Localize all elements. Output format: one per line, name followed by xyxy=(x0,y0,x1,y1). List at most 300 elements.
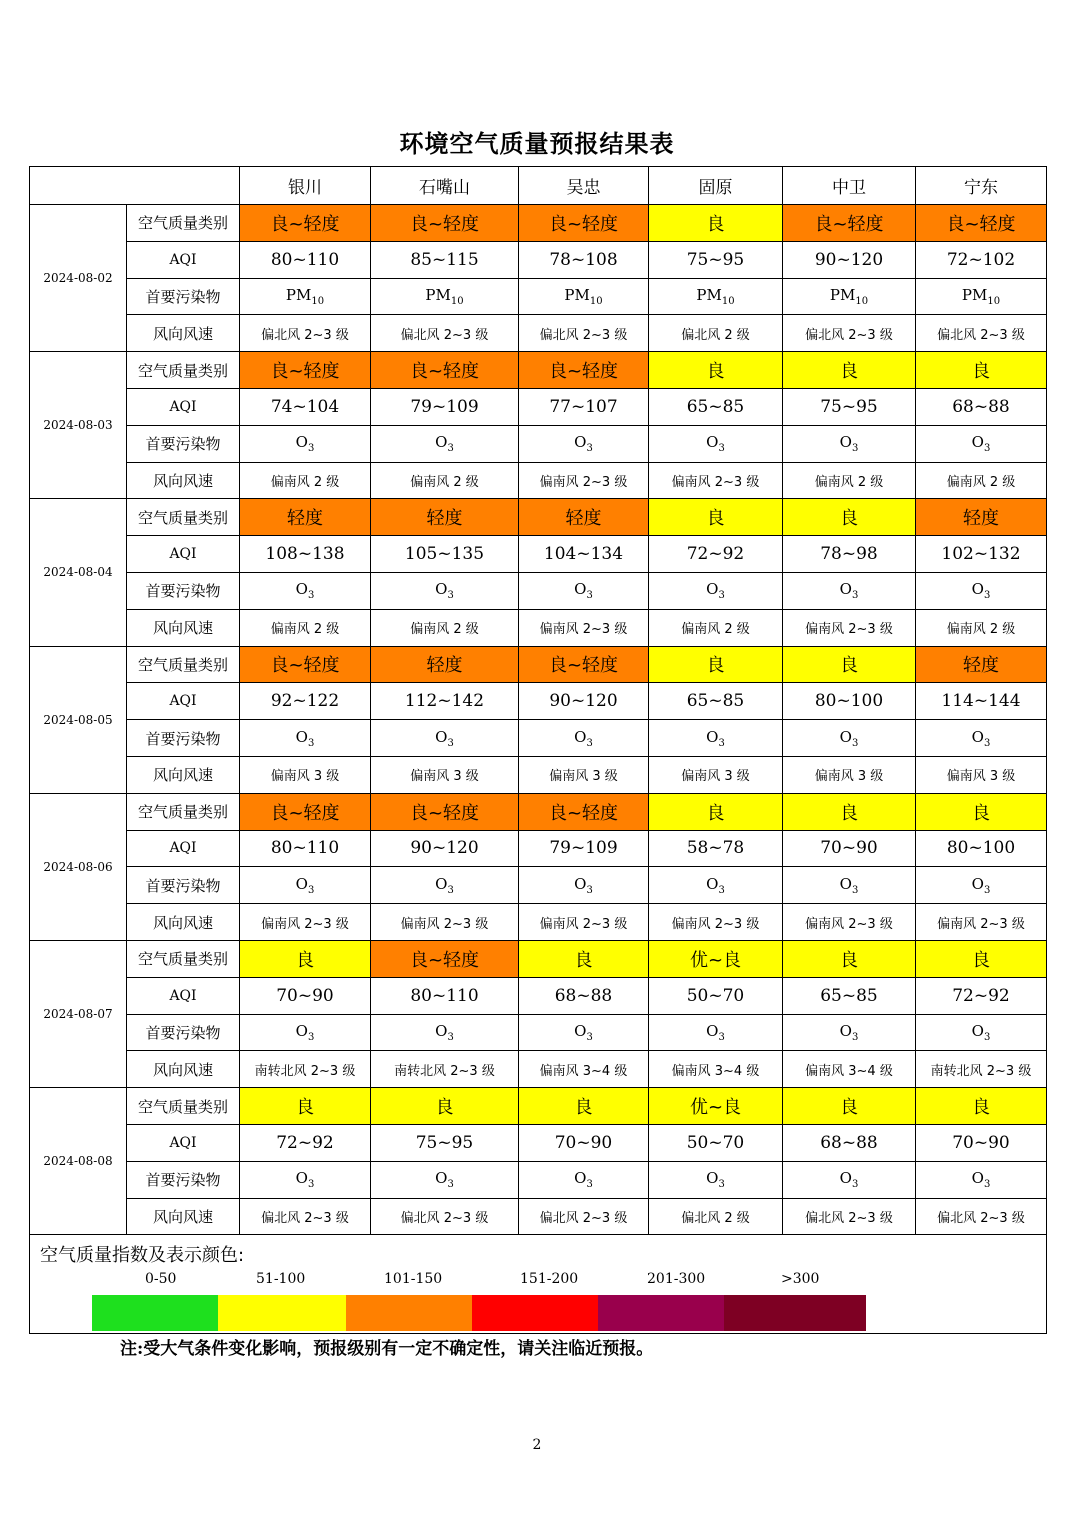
pollutant-cell xyxy=(240,425,371,462)
aqi-cell: 50~70 xyxy=(649,1124,783,1161)
category-cell: 优~良 xyxy=(649,940,783,977)
row-label-pollutant: 首要污染物 xyxy=(127,720,240,757)
pollutant-cell xyxy=(519,278,649,315)
pollutant-subscript: 3 xyxy=(586,737,593,749)
row-label-wind: 风向风速 xyxy=(127,609,240,646)
city-header: 中卫 xyxy=(783,167,916,205)
pollutant-name: PM xyxy=(425,285,451,304)
category-cell: 良~轻度 xyxy=(519,205,649,242)
pollutant-cell xyxy=(649,720,783,757)
day-row-pollutant xyxy=(30,867,1047,904)
pollutant-subscript: 3 xyxy=(718,1179,725,1191)
pollutant-subscript: 10 xyxy=(589,295,603,307)
day-row-aqi xyxy=(30,1124,1047,1161)
pollutant-name: O xyxy=(574,727,587,746)
legend-color-swatch xyxy=(92,1295,218,1331)
day-row-pollutant xyxy=(30,1161,1047,1198)
legend-cell xyxy=(30,1235,1047,1334)
city-header: 吴忠 xyxy=(519,167,649,205)
pollutant-cell xyxy=(916,572,1047,609)
category-cell: 良~轻度 xyxy=(240,646,371,683)
category-cell: 良~轻度 xyxy=(240,793,371,830)
pollutant-subscript: 10 xyxy=(855,295,869,307)
legend-range-label: >300 xyxy=(781,1271,820,1288)
row-label-aqi: AQI xyxy=(127,388,240,425)
pollutant-name: O xyxy=(435,1021,448,1040)
pollutant-subscript: 3 xyxy=(447,1179,454,1191)
wind-cell: 偏南风 2~3 级 xyxy=(371,904,519,941)
pollutant-cell xyxy=(371,278,519,315)
wind-cell: 偏南风 2 级 xyxy=(916,462,1047,499)
pollutant-cell xyxy=(240,572,371,609)
aqi-cell: 104~134 xyxy=(519,536,649,573)
category-cell: 良~轻度 xyxy=(519,352,649,389)
aqi-cell: 75~95 xyxy=(783,388,916,425)
pollutant-cell xyxy=(783,1014,916,1051)
day-row-category xyxy=(30,646,1047,683)
legend-color-swatch xyxy=(724,1295,866,1331)
pollutant-subscript: 3 xyxy=(718,1031,725,1043)
day-row-aqi xyxy=(30,536,1047,573)
wind-cell: 偏南风 3 级 xyxy=(916,756,1047,793)
pollutant-cell xyxy=(519,867,649,904)
pollutant-name: O xyxy=(839,1021,852,1040)
aqi-cell: 65~85 xyxy=(649,683,783,720)
pollutant-subscript: 3 xyxy=(851,737,859,749)
day-row-aqi xyxy=(30,388,1047,425)
wind-cell: 偏南风 3~4 级 xyxy=(519,1051,649,1088)
pollutant-name: O xyxy=(706,727,719,746)
category-cell: 良~轻度 xyxy=(371,352,519,389)
row-label-aqi: AQI xyxy=(127,536,240,573)
day-row-wind xyxy=(30,756,1047,793)
pollutant-subscript: 3 xyxy=(851,884,859,896)
aqi-cell: 90~120 xyxy=(519,683,649,720)
category-cell: 轻度 xyxy=(371,646,519,683)
day-row-wind xyxy=(30,609,1047,646)
pollutant-name: O xyxy=(971,580,984,599)
wind-cell: 偏南风 2 级 xyxy=(371,462,519,499)
pollutant-cell xyxy=(519,720,649,757)
pollutant-cell xyxy=(649,1014,783,1051)
legend-range-label: 201-300 xyxy=(647,1271,706,1288)
pollutant-cell xyxy=(519,425,649,462)
pollutant-cell xyxy=(649,572,783,609)
day-row-pollutant xyxy=(30,1014,1047,1051)
pollutant-name: O xyxy=(295,1021,308,1040)
wind-cell: 偏北风 2~3 级 xyxy=(519,315,649,352)
wind-cell: 偏北风 2~3 级 xyxy=(519,1198,649,1235)
pollutant-cell xyxy=(519,1014,649,1051)
aqi-cell: 72~92 xyxy=(916,977,1047,1014)
category-cell: 良 xyxy=(916,940,1047,977)
category-cell: 良~轻度 xyxy=(240,205,371,242)
day-row-pollutant xyxy=(30,278,1047,315)
pollutant-name: O xyxy=(435,433,448,452)
pollutant-subscript: 3 xyxy=(851,1031,859,1043)
wind-cell: 偏南风 3 级 xyxy=(240,756,371,793)
day-row-wind xyxy=(30,315,1047,352)
pollutant-cell xyxy=(916,278,1047,315)
aqi-cell: 74~104 xyxy=(240,388,371,425)
aqi-cell: 90~120 xyxy=(783,241,916,278)
pollutant-cell xyxy=(916,1161,1047,1198)
pollutant-cell xyxy=(371,720,519,757)
wind-cell: 偏北风 2~3 级 xyxy=(371,315,519,352)
wind-cell: 偏南风 2~3 级 xyxy=(649,462,783,499)
pollutant-name: O xyxy=(435,580,448,599)
wind-cell: 偏南风 3 级 xyxy=(371,756,519,793)
day-row-aqi xyxy=(30,830,1047,867)
pollutant-name: O xyxy=(574,1169,587,1188)
pollutant-name: O xyxy=(574,1021,587,1040)
pollutant-name: O xyxy=(295,433,308,452)
forecast-table xyxy=(29,166,1047,1334)
forecast-date: 2024-08-08 xyxy=(30,1088,127,1235)
row-label-pollutant: 首要污染物 xyxy=(127,278,240,315)
pollutant-cell xyxy=(240,278,371,315)
pollutant-cell xyxy=(240,867,371,904)
aqi-cell: 70~90 xyxy=(240,977,371,1014)
aqi-cell: 79~109 xyxy=(519,830,649,867)
category-cell: 良~轻度 xyxy=(783,205,916,242)
category-cell: 良 xyxy=(649,793,783,830)
wind-cell: 偏南风 3~4 级 xyxy=(783,1051,916,1088)
wind-cell: 偏北风 2~3 级 xyxy=(240,315,371,352)
pollutant-cell xyxy=(371,572,519,609)
category-cell: 良~轻度 xyxy=(240,352,371,389)
legend-range-label: 151-200 xyxy=(520,1271,579,1288)
day-row-category xyxy=(30,205,1047,242)
header-corner xyxy=(30,167,240,205)
wind-cell: 偏南风 3 级 xyxy=(783,756,916,793)
pollutant-cell xyxy=(240,720,371,757)
pollutant-subscript: 3 xyxy=(447,884,454,896)
wind-cell: 偏南风 2 级 xyxy=(371,609,519,646)
row-label-wind: 风向风速 xyxy=(127,1198,240,1235)
pollutant-name: O xyxy=(574,874,587,893)
pollutant-subscript: 3 xyxy=(586,1179,593,1191)
aqi-cell: 70~90 xyxy=(783,830,916,867)
pollutant-cell xyxy=(371,425,519,462)
wind-cell: 偏南风 2~3 级 xyxy=(240,904,371,941)
pollutant-subscript: 3 xyxy=(586,443,593,455)
aqi-cell: 65~85 xyxy=(783,977,916,1014)
wind-cell: 偏南风 2 级 xyxy=(240,609,371,646)
day-row-aqi xyxy=(30,977,1047,1014)
pollutant-cell xyxy=(783,867,916,904)
day-row-category xyxy=(30,1088,1047,1125)
aqi-cell: 68~88 xyxy=(519,977,649,1014)
category-cell: 良~轻度 xyxy=(371,940,519,977)
category-cell: 良 xyxy=(916,1088,1047,1125)
aqi-cell: 105~135 xyxy=(371,536,519,573)
pollutant-name: O xyxy=(971,874,984,893)
day-row-wind xyxy=(30,462,1047,499)
category-cell: 良 xyxy=(783,793,916,830)
category-cell: 优~良 xyxy=(649,1088,783,1125)
row-label-wind: 风向风速 xyxy=(127,1051,240,1088)
wind-cell: 偏北风 2~3 级 xyxy=(371,1198,519,1235)
wind-cell: 南转北风 2~3 级 xyxy=(371,1051,519,1088)
day-row-wind xyxy=(30,904,1047,941)
forecast-date: 2024-08-06 xyxy=(30,793,127,940)
aqi-cell: 75~95 xyxy=(649,241,783,278)
page-number: 2 xyxy=(532,1437,542,1453)
pollutant-name: O xyxy=(706,580,719,599)
category-cell: 良 xyxy=(783,352,916,389)
pollutant-name: O xyxy=(295,1169,308,1188)
aqi-cell: 80~100 xyxy=(783,683,916,720)
pollutant-name: PM xyxy=(564,285,590,304)
pollutant-name: O xyxy=(971,1169,984,1188)
wind-cell: 偏南风 3~4 级 xyxy=(649,1051,783,1088)
pollutant-name: PM xyxy=(961,285,988,304)
pollutant-cell xyxy=(519,572,649,609)
wind-cell: 南转北风 2~3 级 xyxy=(916,1051,1047,1088)
pollutant-subscript: 3 xyxy=(983,590,991,602)
category-cell: 轻度 xyxy=(371,499,519,536)
wind-cell: 偏南风 2 级 xyxy=(240,462,371,499)
row-label-aqi: AQI xyxy=(127,830,240,867)
forecast-date: 2024-08-05 xyxy=(30,646,127,793)
day-row-category xyxy=(30,793,1047,830)
pollutant-subscript: 3 xyxy=(447,590,454,602)
aqi-cell: 80~110 xyxy=(371,977,519,1014)
pollutant-subscript: 10 xyxy=(721,295,735,307)
wind-cell: 南转北风 2~3 级 xyxy=(240,1051,371,1088)
pollutant-subscript: 3 xyxy=(586,1031,593,1043)
row-label-category: 空气质量类别 xyxy=(127,1088,240,1125)
row-label-category: 空气质量类别 xyxy=(127,205,240,242)
city-header: 银川 xyxy=(240,167,371,205)
pollutant-subscript: 3 xyxy=(718,590,725,602)
category-cell: 良 xyxy=(783,646,916,683)
row-label-pollutant: 首要污染物 xyxy=(127,1014,240,1051)
day-row-aqi xyxy=(30,241,1047,278)
pollutant-name: O xyxy=(574,580,587,599)
wind-cell: 偏北风 2~3 级 xyxy=(916,315,1047,352)
aqi-cell: 75~95 xyxy=(371,1124,519,1161)
row-label-wind: 风向风速 xyxy=(127,462,240,499)
category-cell: 轻度 xyxy=(240,499,371,536)
row-label-aqi: AQI xyxy=(127,1124,240,1161)
pollutant-name: O xyxy=(839,1169,852,1188)
pollutant-cell xyxy=(649,867,783,904)
pollutant-subscript: 10 xyxy=(311,295,325,307)
category-cell: 良 xyxy=(519,1088,649,1125)
pollutant-subscript: 3 xyxy=(447,443,454,455)
pollutant-subscript: 3 xyxy=(718,737,725,749)
legend-row xyxy=(30,1235,1047,1334)
pollutant-name: PM xyxy=(285,285,312,304)
row-label-pollutant: 首要污染物 xyxy=(127,1161,240,1198)
aqi-cell: 72~92 xyxy=(240,1124,371,1161)
wind-cell: 偏北风 2~3 级 xyxy=(240,1198,371,1235)
wind-cell: 偏南风 2 级 xyxy=(649,609,783,646)
pollutant-subscript: 3 xyxy=(447,737,454,749)
row-label-wind: 风向风速 xyxy=(127,315,240,352)
legend-title: 空气质量指数及表示颜色: xyxy=(40,1245,245,1267)
pollutant-cell xyxy=(649,425,783,462)
pollutant-cell xyxy=(240,1161,371,1198)
pollutant-name: O xyxy=(706,1021,719,1040)
category-cell: 良~轻度 xyxy=(371,793,519,830)
pollutant-cell xyxy=(783,720,916,757)
pollutant-subscript: 3 xyxy=(983,737,991,749)
wind-cell: 偏南风 2~3 级 xyxy=(519,462,649,499)
category-cell: 良~轻度 xyxy=(519,646,649,683)
pollutant-cell xyxy=(371,1161,519,1198)
wind-cell: 偏南风 2~3 级 xyxy=(783,609,916,646)
pollutant-name: O xyxy=(706,433,719,452)
aqi-cell: 92~122 xyxy=(240,683,371,720)
pollutant-subscript: 3 xyxy=(851,1179,859,1191)
city-header: 石嘴山 xyxy=(371,167,519,205)
aqi-cell: 102~132 xyxy=(916,536,1047,573)
pollutant-cell xyxy=(519,1161,649,1198)
legend-color-swatch xyxy=(472,1295,598,1331)
aqi-cell: 85~115 xyxy=(371,241,519,278)
aqi-cell: 72~92 xyxy=(649,536,783,573)
aqi-cell: 80~110 xyxy=(240,830,371,867)
day-row-aqi xyxy=(30,683,1047,720)
pollutant-name: O xyxy=(295,580,308,599)
category-cell: 轻度 xyxy=(519,499,649,536)
category-cell: 良 xyxy=(371,1088,519,1125)
pollutant-name: O xyxy=(295,727,308,746)
wind-cell: 偏北风 2~3 级 xyxy=(783,1198,916,1235)
aqi-cell: 90~120 xyxy=(371,830,519,867)
forecast-date: 2024-08-04 xyxy=(30,499,127,646)
pollutant-cell xyxy=(916,425,1047,462)
aqi-cell: 78~98 xyxy=(783,536,916,573)
pollutant-subscript: 3 xyxy=(586,884,593,896)
category-cell: 良 xyxy=(783,1088,916,1125)
pollutant-subscript: 3 xyxy=(983,1179,991,1191)
pollutant-subscript: 3 xyxy=(983,884,991,896)
wind-cell: 偏南风 2~3 级 xyxy=(519,609,649,646)
day-row-category xyxy=(30,352,1047,389)
legend-color-swatch xyxy=(346,1295,472,1331)
day-row-wind xyxy=(30,1198,1047,1235)
category-cell: 良 xyxy=(783,940,916,977)
aqi-cell: 80~110 xyxy=(240,241,371,278)
day-row-category xyxy=(30,499,1047,536)
pollutant-name: PM xyxy=(696,285,722,304)
wind-cell: 偏北风 2~3 级 xyxy=(916,1198,1047,1235)
pollutant-name: O xyxy=(574,433,587,452)
row-label-category: 空气质量类别 xyxy=(127,646,240,683)
pollutant-cell xyxy=(783,1161,916,1198)
row-label-wind: 风向风速 xyxy=(127,756,240,793)
forecast-date: 2024-08-07 xyxy=(30,940,127,1087)
wind-cell: 偏南风 2 级 xyxy=(783,462,916,499)
pollutant-cell xyxy=(783,278,916,315)
pollutant-subscript: 3 xyxy=(851,590,859,602)
wind-cell: 偏南风 2~3 级 xyxy=(783,904,916,941)
aqi-cell: 50~70 xyxy=(649,977,783,1014)
pollutant-cell xyxy=(649,278,783,315)
day-row-category xyxy=(30,940,1047,977)
pollutant-subscript: 3 xyxy=(307,884,315,896)
pollutant-name: O xyxy=(706,1169,719,1188)
category-cell: 良 xyxy=(916,352,1047,389)
wind-cell: 偏南风 2 级 xyxy=(916,609,1047,646)
wind-cell: 偏南风 3 级 xyxy=(649,756,783,793)
legend-range-label: 51-100 xyxy=(256,1271,306,1288)
row-label-category: 空气质量类别 xyxy=(127,499,240,536)
pollutant-cell xyxy=(916,720,1047,757)
pollutant-subscript: 3 xyxy=(307,1179,315,1191)
row-label-category: 空气质量类别 xyxy=(127,940,240,977)
wind-cell: 偏南风 2~3 级 xyxy=(649,904,783,941)
wind-cell: 偏北风 2 级 xyxy=(649,315,783,352)
forecast-table-body xyxy=(30,167,1047,1334)
day-row-pollutant xyxy=(30,720,1047,757)
category-cell: 良 xyxy=(649,205,783,242)
wind-cell: 偏南风 2~3 级 xyxy=(916,904,1047,941)
aqi-cell: 68~88 xyxy=(783,1124,916,1161)
pollutant-subscript: 3 xyxy=(307,737,315,749)
legend-color-swatch xyxy=(598,1295,724,1331)
pollutant-name: O xyxy=(971,1021,984,1040)
wind-cell: 偏北风 2~3 级 xyxy=(783,315,916,352)
day-row-pollutant xyxy=(30,572,1047,609)
category-cell: 良 xyxy=(916,793,1047,830)
pollutant-cell xyxy=(371,1014,519,1051)
wind-cell: 偏南风 2~3 级 xyxy=(519,904,649,941)
pollutant-subscript: 3 xyxy=(447,1031,454,1043)
aqi-cell: 65~85 xyxy=(649,388,783,425)
pollutant-name: O xyxy=(839,874,852,893)
aqi-cell: 77~107 xyxy=(519,388,649,425)
pollutant-name: O xyxy=(435,727,448,746)
pollutant-name: O xyxy=(839,580,852,599)
pollutant-name: PM xyxy=(829,285,856,304)
row-label-category: 空气质量类别 xyxy=(127,352,240,389)
row-label-aqi: AQI xyxy=(127,683,240,720)
pollutant-subscript: 3 xyxy=(307,1031,315,1043)
header-row xyxy=(30,167,1047,205)
aqi-cell: 108~138 xyxy=(240,536,371,573)
day-row-wind xyxy=(30,1051,1047,1088)
category-cell: 良~轻度 xyxy=(916,205,1047,242)
pollutant-name: O xyxy=(971,433,984,452)
legend-range-label: 101-150 xyxy=(384,1271,443,1288)
page-title: 环境空气质量预报结果表 xyxy=(399,129,675,158)
pollutant-subscript: 3 xyxy=(718,443,725,455)
row-label-pollutant: 首要污染物 xyxy=(127,425,240,462)
aqi-cell: 70~90 xyxy=(916,1124,1047,1161)
aqi-cell: 72~102 xyxy=(916,241,1047,278)
aqi-cell: 70~90 xyxy=(519,1124,649,1161)
row-label-aqi: AQI xyxy=(127,241,240,278)
pollutant-subscript: 3 xyxy=(983,443,991,455)
category-cell: 良 xyxy=(519,940,649,977)
wind-cell: 偏南风 3 级 xyxy=(519,756,649,793)
aqi-cell: 78~108 xyxy=(519,241,649,278)
category-cell: 良~轻度 xyxy=(519,793,649,830)
pollutant-cell xyxy=(916,1014,1047,1051)
city-header: 固原 xyxy=(649,167,783,205)
category-cell: 良 xyxy=(240,1088,371,1125)
pollutant-cell xyxy=(783,425,916,462)
category-cell: 轻度 xyxy=(916,499,1047,536)
category-cell: 良 xyxy=(649,352,783,389)
forecast-date: 2024-08-03 xyxy=(30,352,127,499)
pollutant-subscript: 3 xyxy=(851,443,859,455)
